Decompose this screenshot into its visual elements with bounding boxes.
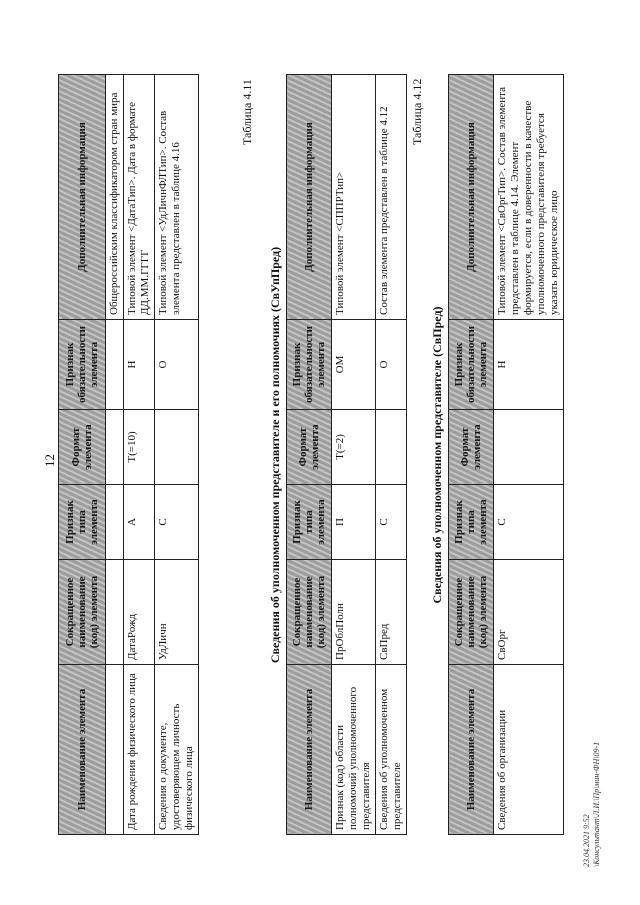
table-row xyxy=(376,75,407,835)
table-4-12 xyxy=(448,74,564,835)
header-name: Наименование элемента xyxy=(59,665,106,835)
header-info: Дополнительная информация xyxy=(287,75,332,320)
cell-name: Дата рождения физического лица xyxy=(124,665,155,835)
page-number: 12 xyxy=(42,454,57,467)
cell-format xyxy=(106,410,124,485)
header-required: Признак обязательности элемента xyxy=(59,320,106,410)
table-row xyxy=(494,75,564,835)
print-stamp-source: \Консультант\Л.И.\Пр\мин-ФН\09-1 xyxy=(592,741,601,867)
cell-format: T(=10) xyxy=(124,410,155,485)
header-type: Признак типа элемента xyxy=(449,485,494,560)
header-required: Признак обязательности элемента xyxy=(287,320,332,410)
print-stamp xyxy=(582,742,602,867)
cell-info: Состав элемента представлен в таблице 4.12 xyxy=(376,75,407,320)
cell-name xyxy=(106,665,124,835)
table-row xyxy=(155,75,199,835)
cell-code: СвПред xyxy=(376,560,407,665)
header-format: Формат элемента xyxy=(449,410,494,485)
cell-required xyxy=(106,320,124,410)
header-name: Наименование элемента xyxy=(449,665,494,835)
header-name: Наименование элемента xyxy=(287,665,332,835)
cell-info: Типовой элемент <УдЛичнФЛТип>. Состав элемента представлен в таблице 4.16 xyxy=(155,75,199,320)
table-title-4-11: Сведения об уполномоченном представителе и его полномочиях (СвУпПред) xyxy=(268,246,282,664)
cell-code xyxy=(106,560,124,665)
cell-required: Н xyxy=(124,320,155,410)
cell-code: УдЛичн xyxy=(155,560,199,665)
cell-required: О xyxy=(376,320,407,410)
print-stamp-date: 23.04.2021 9:52 xyxy=(582,814,591,867)
header-type: Признак типа элемента xyxy=(287,485,332,560)
header-format: Формат элемента xyxy=(59,410,106,485)
table-header-row xyxy=(449,75,494,835)
header-info: Дополнительная информация xyxy=(449,75,494,320)
cell-type: С xyxy=(494,485,564,560)
cell-type: С xyxy=(155,485,199,560)
cell-format xyxy=(376,410,407,485)
cell-info: Типовой элемент <ДатаТип>. Дата в формате ДД.ММ.ГГГГ xyxy=(124,75,155,320)
cell-type xyxy=(106,485,124,560)
cell-name: Сведения о документе, удостоверяющем личность физического лица xyxy=(155,665,199,835)
table-row xyxy=(332,75,376,835)
cell-code: ДатаРожд xyxy=(124,560,155,665)
cell-info: Типовой элемент <СППРТип> xyxy=(332,75,376,320)
cell-info: Типовой элемент <СвОргТип>. Состав элемента представлен в таблице 4.14. Элемент формируется, если в доверенности в качестве уполномоченного представителя требуется указать юридическое лицо xyxy=(494,75,564,320)
header-code: Сокращенное наименование (код) элемента xyxy=(59,560,106,665)
cell-code: СвОрг xyxy=(494,560,564,665)
table-header-row xyxy=(287,75,332,835)
cell-info: Общероссийским классификатором стран мира xyxy=(106,75,124,320)
cell-code: ПрОблПолн xyxy=(332,560,376,665)
cell-name: Сведения об уполномоченном представителе xyxy=(376,665,407,835)
table-row xyxy=(124,75,155,835)
header-format: Формат элемента xyxy=(287,410,332,485)
cell-name: Сведения об организации xyxy=(494,665,564,835)
cell-type: П xyxy=(332,485,376,560)
cell-required: О xyxy=(155,320,199,410)
header-code: Сокращенное наименование (код) элемента xyxy=(287,560,332,665)
cell-required: ОМ xyxy=(332,320,376,410)
cell-required: Н xyxy=(494,320,564,410)
cell-type: С xyxy=(376,485,407,560)
cell-name: Признак (код) области полномочий уполномоченного представителя xyxy=(332,665,376,835)
cell-format xyxy=(155,410,199,485)
header-code: Сокращенное наименование (код) элемента xyxy=(449,560,494,665)
cell-format: T(=2) xyxy=(332,410,376,485)
table-label-4-11: Таблица 4.11 xyxy=(240,79,254,145)
cell-type: А xyxy=(124,485,155,560)
table-row xyxy=(106,75,124,835)
header-info: Дополнительная информация xyxy=(59,75,106,320)
table-title-4-12: Сведения об уполномоченном представителе (СвПред) xyxy=(430,306,444,604)
table-4-11 xyxy=(286,74,407,835)
cell-format xyxy=(494,410,564,485)
table-header-row xyxy=(59,75,106,835)
header-required: Признак обязательности элемента xyxy=(449,320,494,410)
table-continuation xyxy=(58,74,199,835)
header-type: Признак типа элемента xyxy=(59,485,106,560)
table-label-4-12: Таблица 4.12 xyxy=(410,78,424,145)
